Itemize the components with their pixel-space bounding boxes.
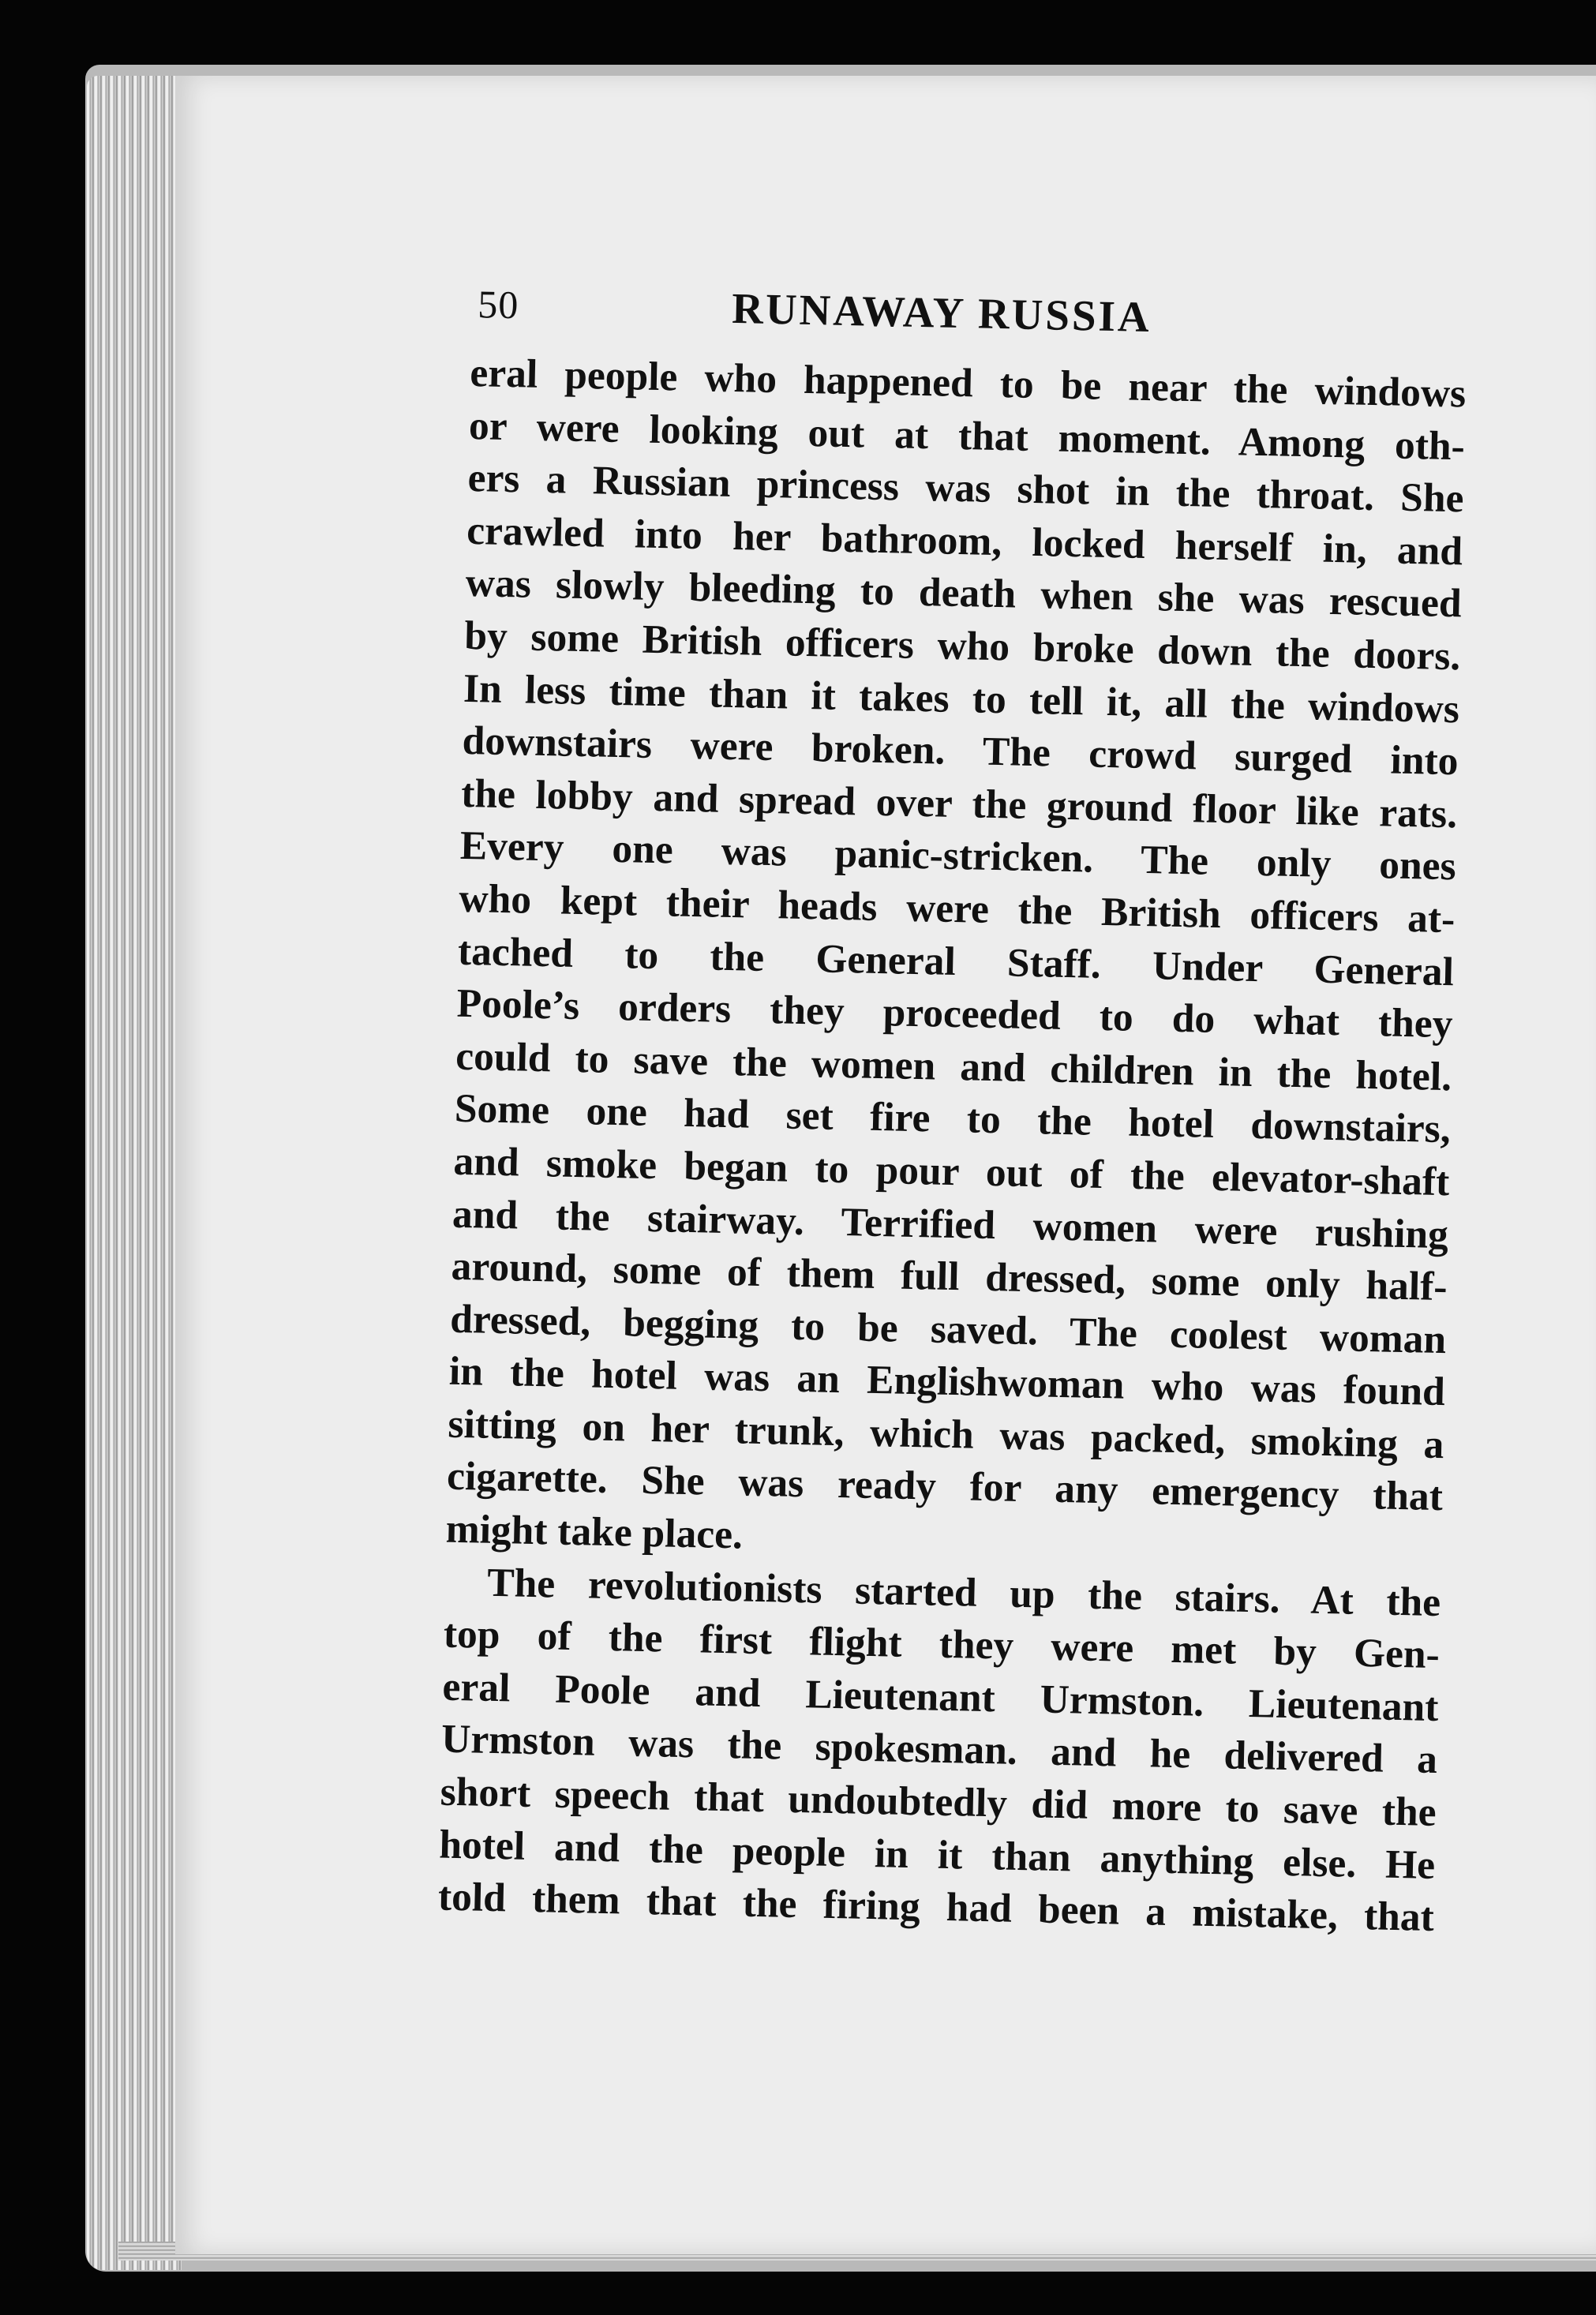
text-line: eral people who happened to be near the windows <box>469 350 1467 417</box>
text-line: crawled into her bathroom, locked herself in, and <box>466 508 1463 575</box>
text-line: tached to the General Staff. Under General <box>457 928 1455 995</box>
text-line: by some British officers who broke down the doors. <box>463 612 1461 680</box>
text-line: In less time than it takes to tell it, all the windows <box>463 665 1460 732</box>
page-edges <box>87 76 182 2270</box>
page-number: 50 <box>477 282 519 328</box>
book-title: RUNAWAY RUSSIA <box>731 283 1152 342</box>
text-line: cigarette. She was ready for any emergency that <box>446 1454 1444 1520</box>
text-line: sitting on her trunk, which was packed, smoking a <box>447 1401 1444 1467</box>
text-line: top of the first flight they were met by Gen- <box>443 1611 1441 1678</box>
paragraph-start-line: The revolutionists started up the stairs. At the <box>486 1560 1441 1625</box>
page-text-block <box>437 278 1467 1945</box>
text-line: around, some of them full dressed, some only half- <box>451 1243 1448 1310</box>
text-line: Some one had set fire to the hotel downstairs, <box>454 1086 1452 1152</box>
text-line: told them that the firing had been a mistake, that <box>437 1874 1435 1941</box>
text-line: and smoke began to pour out of the elevator-shaft <box>452 1138 1450 1205</box>
text-line: might take place. <box>445 1506 744 1558</box>
text-line: short speech that undoubtedly did more to save the <box>440 1769 1437 1836</box>
text-line: downstairs were broken. The crowd surged into <box>462 718 1459 785</box>
text-line: who kept their heads were the British officers at- <box>458 875 1456 942</box>
text-line: in the hotel was an Englishwoman who was found <box>448 1348 1446 1415</box>
body-text <box>437 347 1467 1945</box>
text-line: eral Poole and Lieutenant Urmston. Lieutenant <box>442 1664 1439 1730</box>
text-line: dressed, begging to be saved. The coolest woman <box>449 1296 1447 1362</box>
text-line: ers a Russian princess was shot in the throat. She <box>467 455 1465 522</box>
text-line: hotel and the people in it than anything else. He <box>438 1822 1436 1888</box>
text-line: Poole’s orders they proceeded to do what they <box>456 980 1454 1047</box>
text-line: could to save the women and children in the hotel. <box>455 1033 1452 1099</box>
text-line: Every one was panic-stricken. The only ones <box>459 823 1457 890</box>
text-line: the lobby and spread over the ground floor like rats. <box>460 770 1458 837</box>
text-line: Urmston was the spokesman. and he delivered a <box>440 1717 1438 1783</box>
text-line: and the stairway. Terrified women were rushing <box>451 1191 1449 1257</box>
text-line: or were looking out at that moment. Among oth- <box>468 403 1466 469</box>
text-line: was slowly bleeding to death when she was rescued <box>465 560 1463 627</box>
